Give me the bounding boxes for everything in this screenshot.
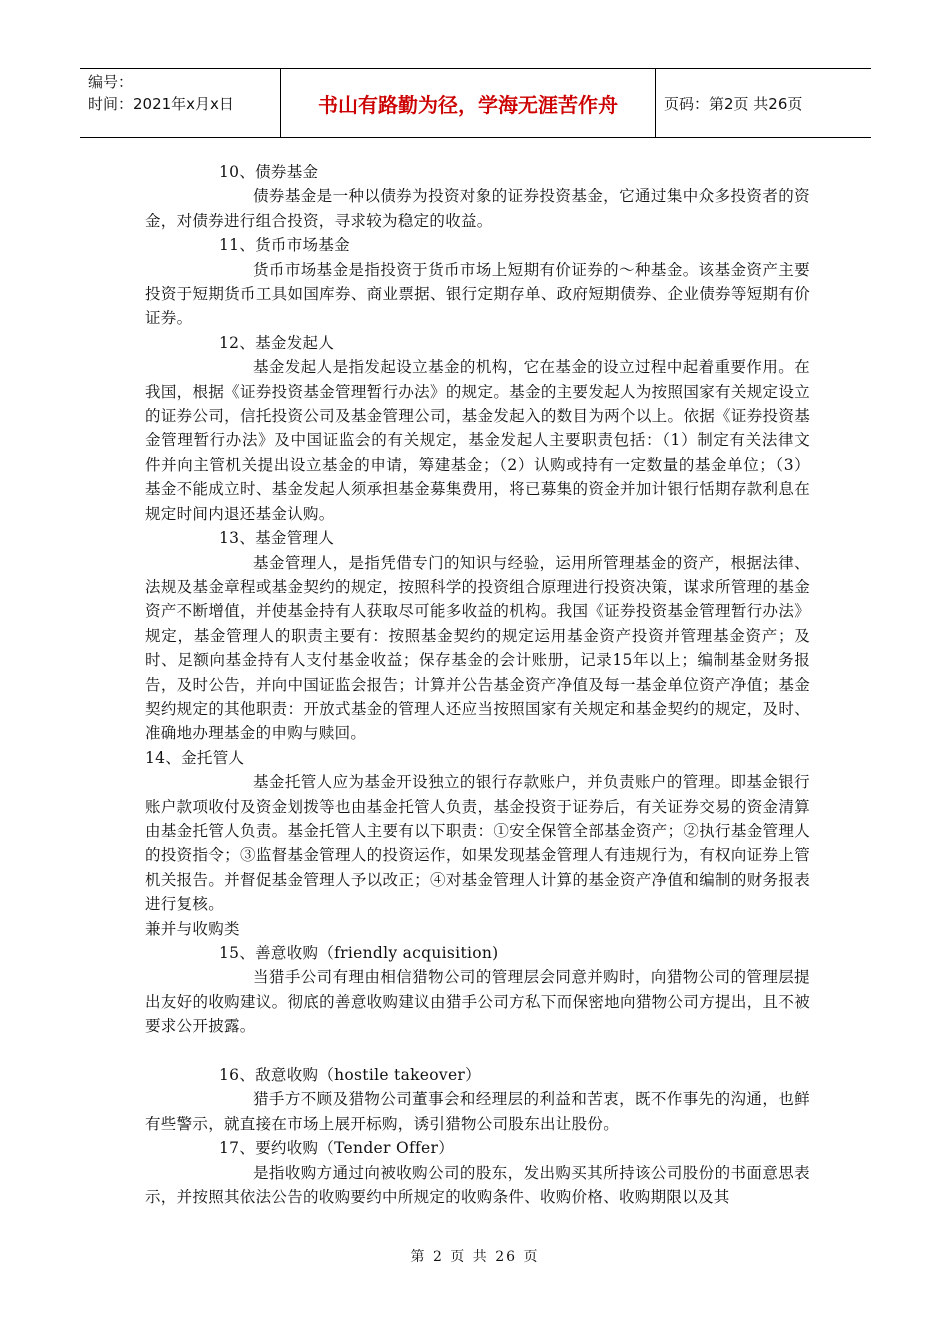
section-heading: 16、敌意收购（hostile takeover） xyxy=(219,1066,481,1085)
header-page-label: 页码：第2页 共26页 xyxy=(664,94,803,113)
body-paragraph: 是指收购方通过向被收购公司的股东，发出购买其所持该公司股份的书面意思表示，并按照其依法公告的收购要约中所规定的收购条件、收购价格、收购期限以及其 xyxy=(145,1163,810,1207)
section-heading: 10、债券基金 xyxy=(219,163,319,181)
body-paragraph: 当猎手公司有理由相信猎物公司的管理层会同意并购时，向猎物公司的管理层提出友好的收购建议。彻底的善意收购建议由猎手公司方私下而保密地向猎物公司方提出，且不被要求公开披露。 xyxy=(145,968,810,1036)
header-time-label: 时间：2021年x月x日 xyxy=(88,95,234,113)
blank-line xyxy=(145,1039,810,1063)
section-heading: 12、基金发起人 xyxy=(219,333,335,352)
category-heading: 兼并与收购类 xyxy=(145,919,240,938)
section-heading: 17、要约收购（Tender Offer） xyxy=(219,1139,455,1158)
body-paragraph: 债券基金是一种以债券为投资对象的证券投资基金，它通过集中众多投资者的资金，对债券进行组合投资，寻求较为稳定的收益。 xyxy=(145,187,810,230)
document-header xyxy=(80,68,871,138)
section-heading: 13、基金管理人 xyxy=(219,529,335,548)
header-meta xyxy=(80,69,280,137)
document-body xyxy=(145,160,810,1209)
header-code-label: 编号： xyxy=(88,73,134,91)
section-heading: 14、金托管人 xyxy=(145,748,245,767)
header-motto: 书山有路勤为径，学海无涯苦作舟 xyxy=(280,69,656,137)
body-paragraph: 基金发起人是指发起设立基金的机构，它在基金的设立过程中起着重要作用。在我国，根据《证券投资基金管理暂行办法》的规定。基金的主要发起人为按照国家有关规定设立的证券公司，信托投资公司及基金管理公司，基金发起入的数目为两个以上。依据《证券投资基金管理暂行办法》及中国证监会的有关规定，基金发起人主要职责包括：（1）制定有关法律文件并向主管机关提出设立基金的申请，筹建基金；（2）认购或持有一定数量的基金单位；（3）基金不能成立时、基金发起人须承担基金募集费用，将已募集的资金并加计银行恬期存款利息在规定时间内退还基金认购。 xyxy=(145,358,810,523)
section-heading: 11、货币市场基金 xyxy=(219,236,350,255)
body-paragraph: 基金管理人，是指凭借专门的知识与经验，运用所管理基金的资产，根据法律、法规及基金章程或基金契约的规定，按照科学的投资组合原理进行投资决策，谋求所管理的基金资产不断增值，并使基金持有人获取尽可能多收益的机构。我国《证券投资基金管理暂行办法》规定，基金管理人的职责主要有：按照基金契约的规定运用基金资产投资并管理基金资产；及时、足额向基金持有人支付基金收益；保存基金的会计账册，记录15年以上；编制基金财务报告，及时公告，并向中国证监会报告；计算并公告基金资产净值及每一基金单位资产净值；基金契约规定的其他职责：开放式基金的管理人还应当按照国家有关规定和基金契约的规定，及时、准确地办理基金的申购与赎回。 xyxy=(145,553,810,743)
section-heading: 15、善意收购（friendly acquisition) xyxy=(219,944,499,962)
page-footer: 第 2 页 共 26 页 xyxy=(410,1249,540,1265)
body-paragraph: 基金托管人应为基金开设独立的银行存款账户，并负责账户的管理。即基金银行账户款项收付及资金划拨等也由基金托管人负责，基金投资于证券后，有关证券交易的资金清算由基金托管人负责。基金托管人主要有以下职责：①安全保管全部基金资产；②执行基金管理人的投资指令；③监督基金管理人的投资运作，如果发现基金管理人有违规行为，有权向证券上管机关报告。并督促基金管理人予以改正；④对基金管理人计算的基金资产净值和编制的财务报表进行复核。 xyxy=(145,773,810,914)
body-paragraph: 货币市场基金是指投资于货币市场上短期有价证券的～种基金。该基金资产主要投资于短期货币工具如国库券、商业票据、银行定期存单、政府短期债券、企业债券等短期有价证券。 xyxy=(145,260,810,328)
body-paragraph: 猎手方不顾及猎物公司董事会和经理层的利益和苦衷，既不作事先的沟通，也鲜有些警示，就直接在市场上展开标购，诱引猎物公司股东出让股份。 xyxy=(145,1090,810,1133)
